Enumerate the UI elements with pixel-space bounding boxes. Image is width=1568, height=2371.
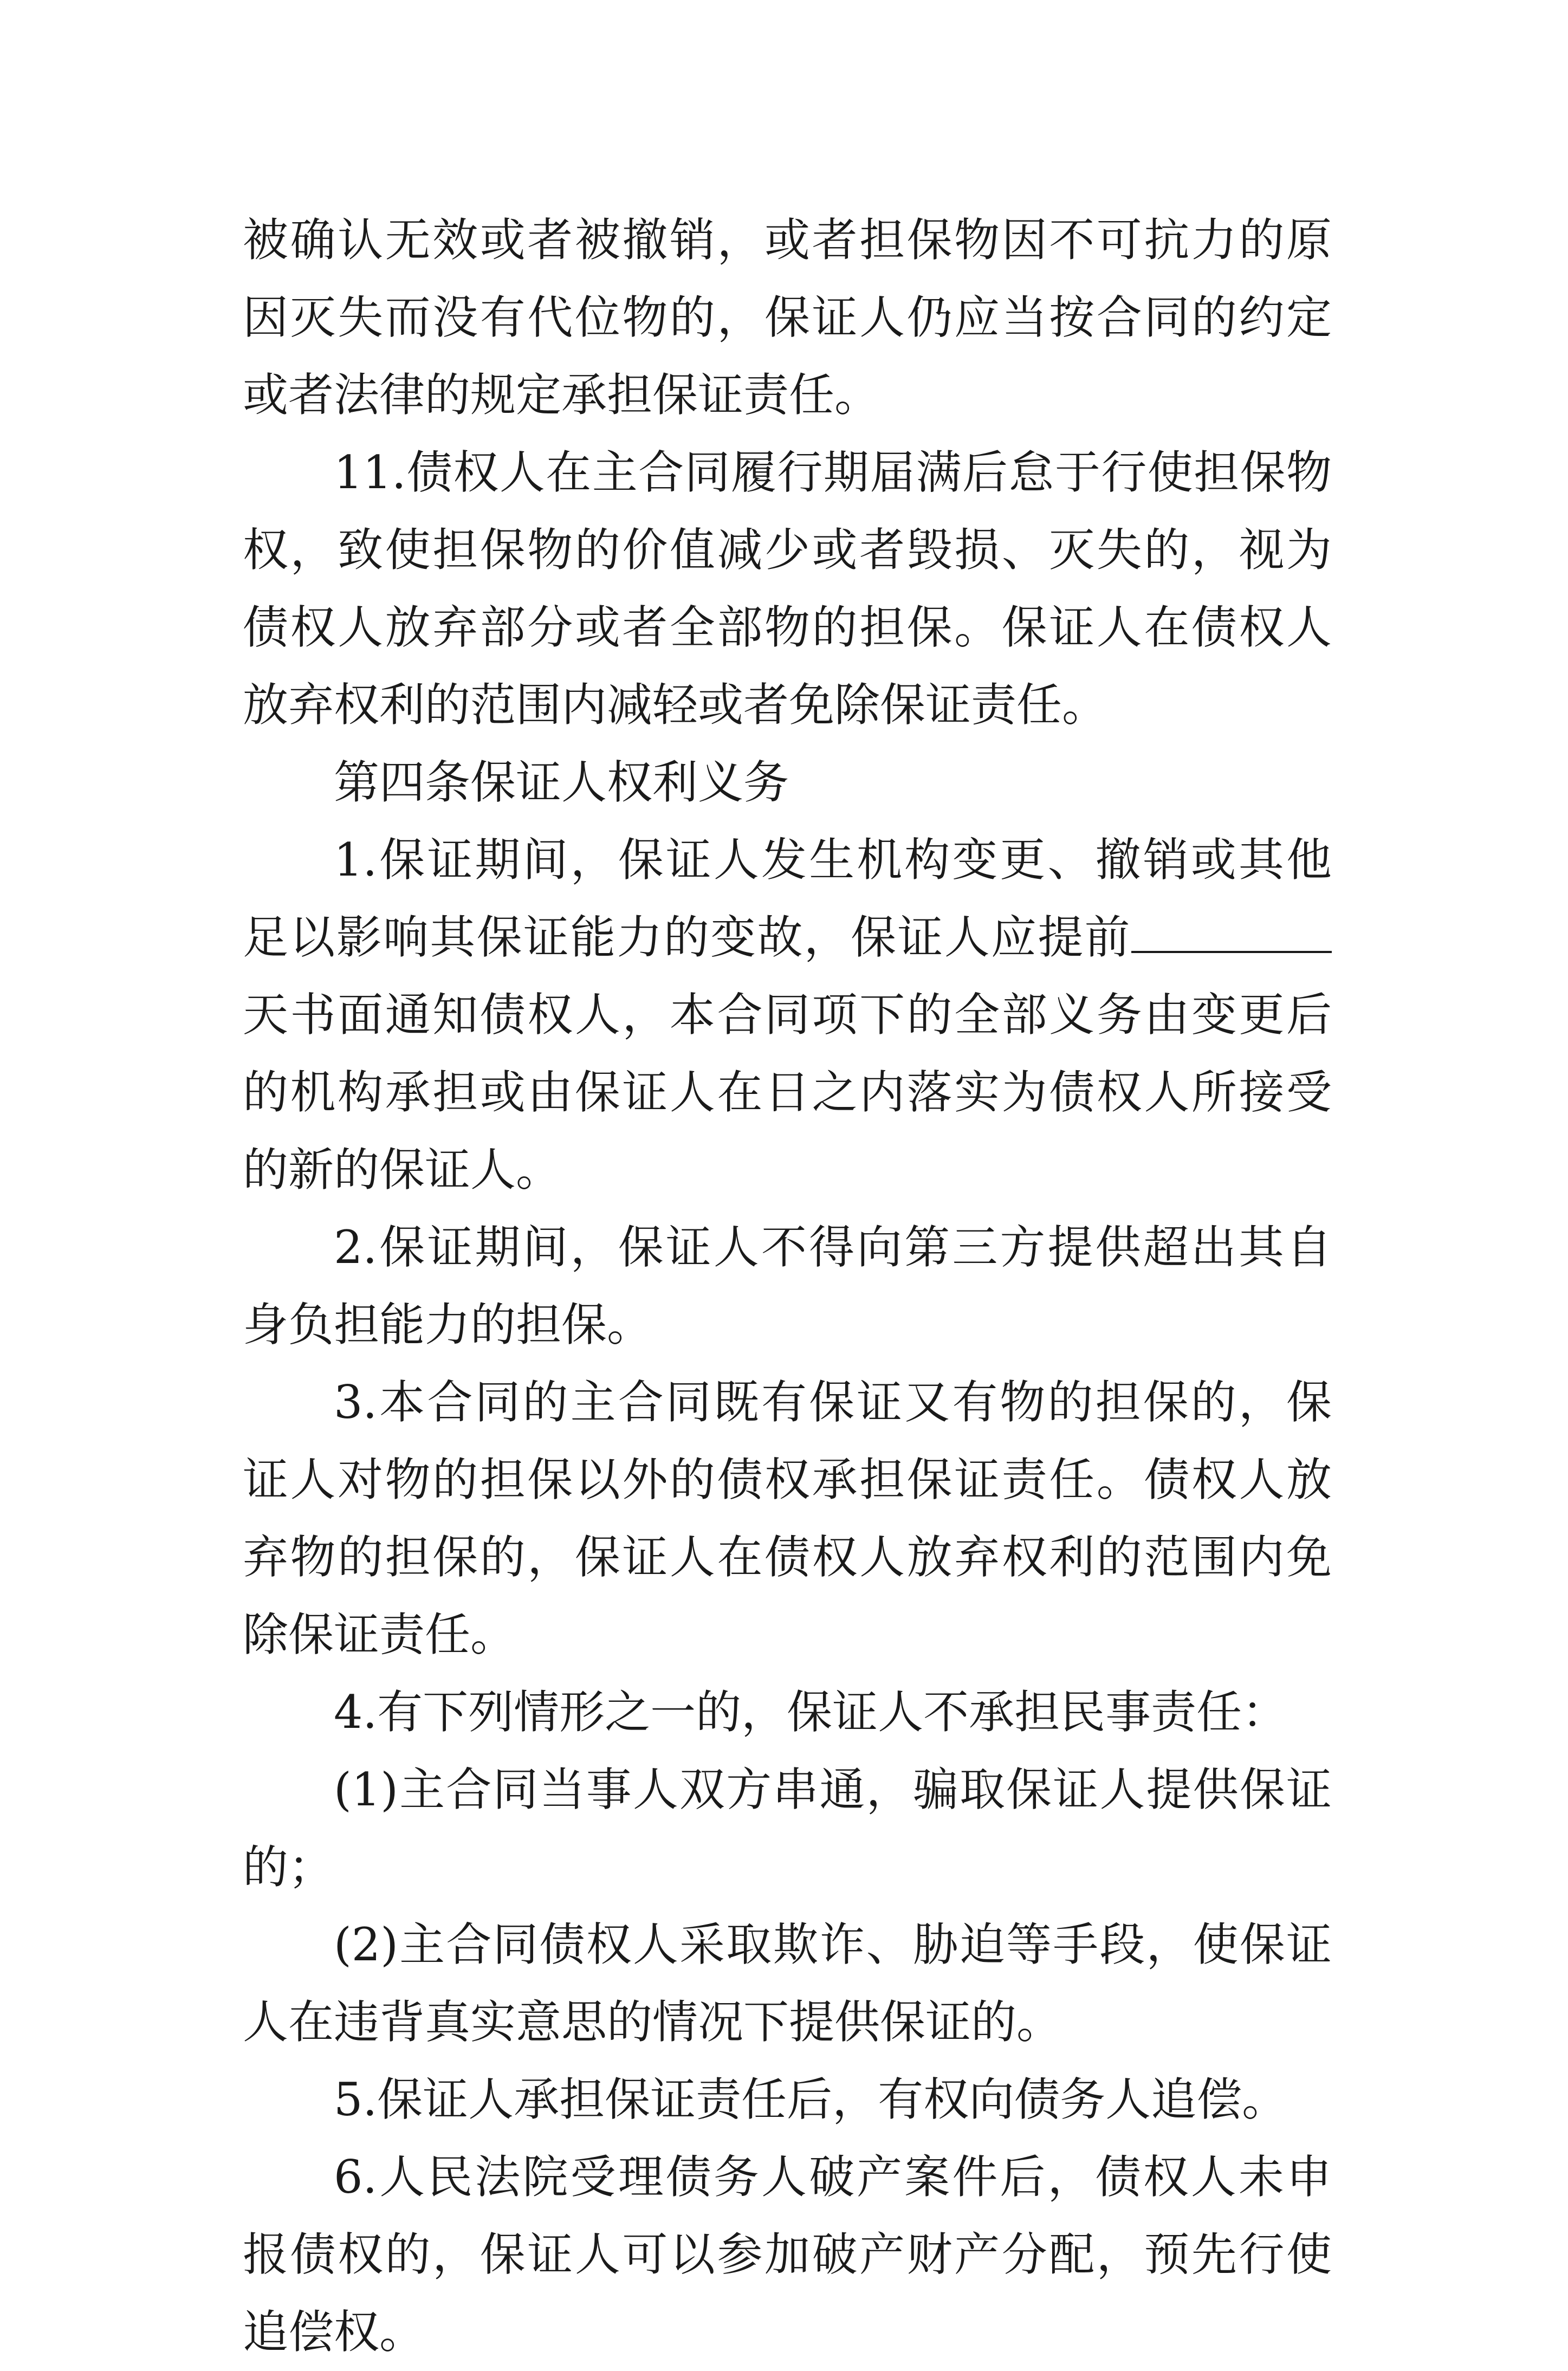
- paragraph-item-1: [243, 821, 1332, 1209]
- article-heading: 第四条保证人权利义务: [334, 756, 789, 809]
- fill-in-blank[interactable]: [1131, 913, 1332, 953]
- item-1-text-after: 天书面通知债权人，本合同项下的全部义务由变更后的机构承担或由保证人在日之内落实为债权人所接受的新的保证人。: [243, 988, 1332, 1196]
- contract-body: [243, 202, 1332, 2371]
- paragraph-item-2: 2.保证期间，保证人不得向第三方提供超出其自身负担能力的担保。: [243, 1221, 1332, 1351]
- paragraph-item-5: 5.保证人承担保证责任后，有权向债务人追偿。: [334, 2073, 1288, 2126]
- paragraph-subitem-1: (1)主合同当事人双方串通，骗取保证人提供保证的；: [243, 1763, 1332, 1894]
- paragraph-item-11: 11.债权人在主合同履行期届满后怠于行使担保物权，致使担保物的价值减少或者毁损、灭失的，视为债权人放弃部分或者全部物的担保。保证人在债权人放弃权利的范围内减轻或者免除保证责任。: [243, 446, 1332, 731]
- paragraph-continuation: 被确认无效或者被撤销，或者担保物因不可抗力的原因灭失而没有代位物的，保证人仍应当按合同的约定或者法律的规定承担保证责任。: [243, 213, 1332, 422]
- paragraph-subitem-2: (2)主合同债权人采取欺诈、胁迫等手段，使保证人在违背真实意思的情况下提供保证的。: [243, 1918, 1332, 2049]
- paragraph-item-6: 6.人民法院受理债务人破产案件后，债权人未申报债权的，保证人可以参加破产财产分配，预先行使追偿权。: [243, 2150, 1332, 2359]
- item-1-text-before: 1.保证期间，保证人发生机构变更、撤销或其他足以影响其保证能力的变故，保证人应提前: [243, 833, 1332, 964]
- paragraph-item-4: 4.有下列情形之一的，保证人不承担民事责任：: [334, 1686, 1288, 1739]
- paragraph-item-3: 3.本合同的主合同既有保证又有物的担保的，保证人对物的担保以外的债权承担保证责任。债权人放弃物的担保的，保证人在债权人放弃权利的范围内免除保证责任。: [243, 1376, 1332, 1661]
